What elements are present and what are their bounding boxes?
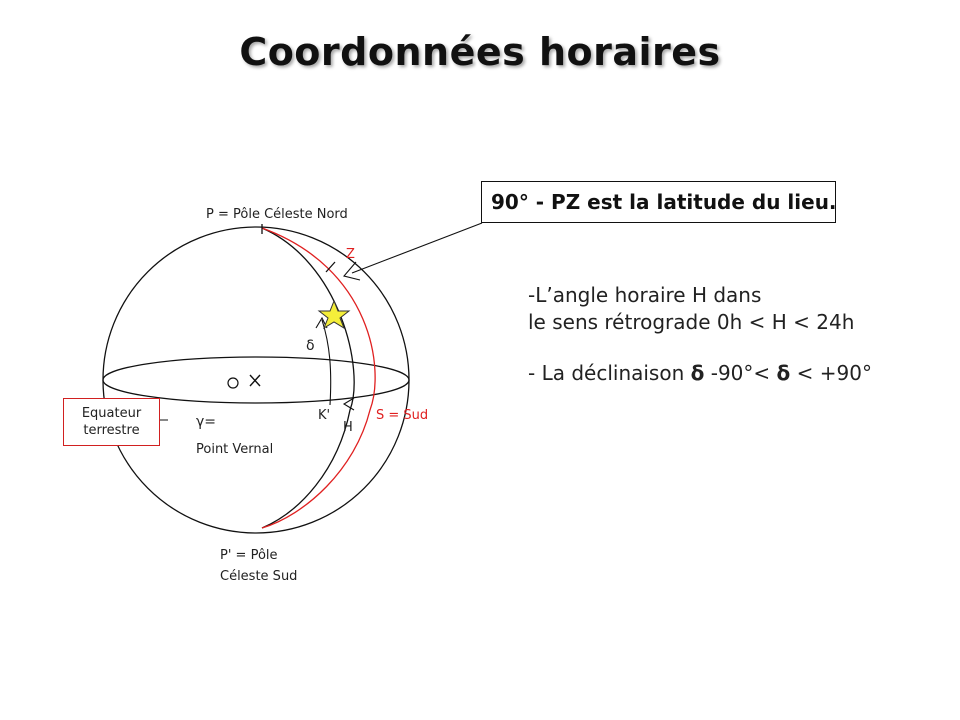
declination-note bbox=[528, 360, 948, 387]
hour-circle bbox=[262, 228, 354, 528]
delta-symbol-1: δ bbox=[690, 361, 705, 385]
k-label: K' bbox=[318, 408, 331, 423]
gamma-label: γ= bbox=[196, 414, 217, 430]
latitude-callout: 90° - PZ est la latitude du lieu. bbox=[481, 181, 836, 223]
h-label: H bbox=[343, 420, 353, 435]
hour-angle-note-2: le sens rétrograde 0h < H < 24h bbox=[528, 310, 855, 334]
south-label: S = Sud bbox=[376, 408, 429, 423]
south-pole-label-1: P' = Pôle bbox=[220, 548, 278, 563]
hour-angle-note-1: -L’angle horaire H dans bbox=[528, 283, 762, 307]
equator-label-line2: terrestre bbox=[83, 423, 140, 438]
notes-text bbox=[528, 282, 948, 387]
equator-label-box bbox=[63, 398, 160, 446]
delta-symbol-2: δ bbox=[776, 361, 791, 385]
callout-pointer bbox=[352, 223, 482, 273]
north-pole-label: P = Pôle Céleste Nord bbox=[206, 207, 348, 222]
vernal-point-label: Point Vernal bbox=[196, 442, 274, 457]
local-meridian bbox=[262, 228, 375, 528]
south-pole-label-2: Céleste Sud bbox=[220, 569, 298, 584]
zenith-label: Z bbox=[346, 247, 355, 262]
delta-label: δ bbox=[306, 338, 315, 354]
center-point-o bbox=[228, 378, 238, 388]
slide-title: Coordonnées horaires bbox=[239, 30, 721, 74]
declination-note-prefix: - La déclinaison bbox=[528, 361, 691, 385]
equator-label-line1: Equateur bbox=[81, 406, 142, 421]
declination-arc bbox=[322, 320, 331, 405]
declination-note-mid: -90°< bbox=[704, 361, 777, 385]
declination-note-suffix: < +90° bbox=[790, 361, 872, 385]
